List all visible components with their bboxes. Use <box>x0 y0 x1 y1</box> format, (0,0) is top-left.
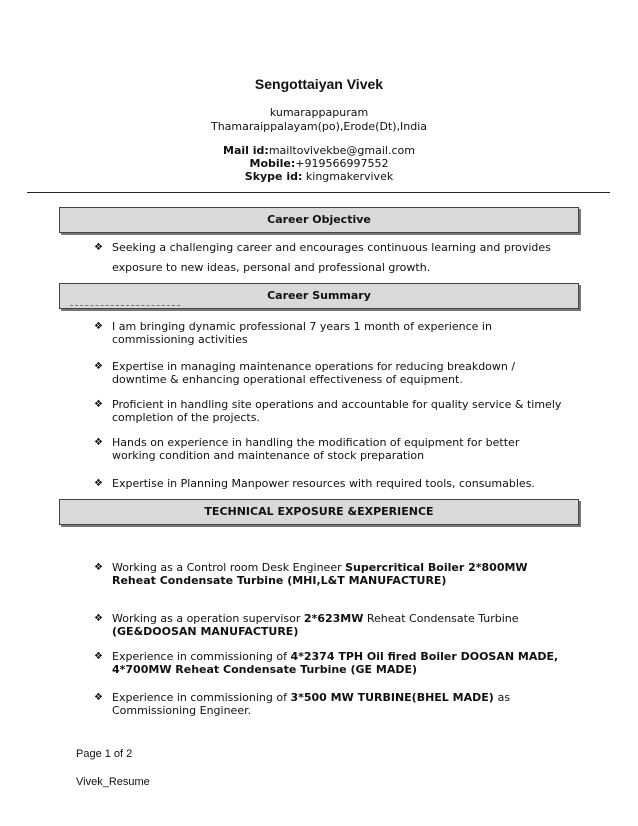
technical-item-2-mid: Reheat Condensate Turbine <box>363 612 519 625</box>
objective-line-1: Seeking a challenging career and encourages continuous learning and provides <box>112 241 551 254</box>
objective-bullet <box>94 241 564 274</box>
career-summary-heading <box>59 283 579 309</box>
mobile-label: Mobile: <box>249 157 296 170</box>
page-number: Page 1 of 2 <box>76 748 133 760</box>
summary-item-5: Expertise in Planning Manpower resources with required tools, consumables. <box>112 477 535 490</box>
technical-item-2 <box>112 612 564 638</box>
skype-label: Skype id: <box>244 170 303 183</box>
header-divider <box>27 192 610 193</box>
objective-line-2: exposure to new ideas, personal and professional growth. <box>112 261 431 274</box>
technical-bullet <box>94 691 564 717</box>
bullet-icon: ❖ <box>94 399 103 410</box>
skype-line <box>0 170 638 183</box>
summary-bullet <box>94 320 564 346</box>
technical-item-3 <box>112 650 564 676</box>
technical-item-4-bold: 3*500 MW TURBINE(BHEL MADE) <box>290 691 498 704</box>
career-summary-title: Career Summary <box>267 289 371 302</box>
mail-label: Mail id: <box>223 144 269 157</box>
summary-item-1: I am bringing dynamic professional 7 years 1 month of experience in commissioning activities <box>112 320 492 346</box>
technical-item-1 <box>112 561 564 587</box>
summary-bullet <box>94 477 564 490</box>
technical-item-2-bold-2: (GE&DOOSAN MANUFACTURE) <box>112 625 299 638</box>
technical-item-4-text: Experience in commissioning of <box>112 691 291 704</box>
summary-bullet <box>94 398 564 424</box>
heading-artifact-line <box>70 305 180 306</box>
technical-item-3-text: Experience in commissioning of <box>112 650 291 663</box>
technical-item-1-bold: Supercritical Boiler 2*800MW Reheat Condensate Turbine (MHI,L&T MANUFACTURE) <box>112 561 528 587</box>
bullet-icon: ❖ <box>94 613 103 624</box>
candidate-name: Sengottaiyan Vivek <box>254 76 384 92</box>
bullet-icon: ❖ <box>94 692 103 703</box>
bullet-icon: ❖ <box>94 651 103 662</box>
technical-item-3-bold: 4*2374 TPH Oil fired Boiler DOOSAN MADE, 4*700MW Reheat Condensate Turbine (GE MADE) <box>112 650 559 676</box>
bullet-icon: ❖ <box>94 562 103 573</box>
technical-bullet <box>94 561 564 587</box>
address-line-1: kumarappapuram <box>269 106 369 119</box>
summary-bullet <box>94 436 564 462</box>
mail-value: mailtovivekbe@gmail.com <box>268 144 415 157</box>
document-name: Vivek_Resume <box>76 776 150 788</box>
career-objective-heading: Career Objective <box>59 207 579 233</box>
bullet-icon: ❖ <box>94 437 103 448</box>
technical-heading: TECHNICAL EXPOSURE &EXPERIENCE <box>59 499 579 525</box>
technical-item-4 <box>112 691 564 717</box>
mobile-line <box>0 157 638 170</box>
bullet-icon: ❖ <box>94 478 103 489</box>
address-line-2: Thamaraippalayam(po),Erode(Dt),India <box>210 120 428 133</box>
bullet-icon: ❖ <box>94 242 103 253</box>
technical-item-2-text: Working as a operation supervisor <box>112 612 304 625</box>
technical-item-2-bold-1: 2*623MW <box>303 612 364 625</box>
bullet-icon: ❖ <box>94 321 103 332</box>
mail-line <box>0 144 638 157</box>
technical-bullet <box>94 612 564 638</box>
summary-item-3: Proficient in handling site operations and accountable for quality service & timely completion of the projects. <box>112 398 562 424</box>
technical-bullet <box>94 650 564 676</box>
summary-item-4: Hands on experience in handling the modification of equipment for better working condition and maintenance of stock preparation <box>112 436 520 462</box>
summary-item-2: Expertise in managing maintenance operations for reducing breakdown / downtime & enhancing operational effectiveness of equipment. <box>112 360 516 386</box>
skype-value: kingmakervivek <box>302 170 394 183</box>
mobile-value: +919566997552 <box>295 157 389 170</box>
bullet-icon: ❖ <box>94 361 103 372</box>
technical-item-1-text: Working as a Control room Desk Engineer <box>112 561 346 574</box>
technical-item-4-post: as Commissioning Engineer. <box>112 691 511 717</box>
summary-bullet <box>94 360 564 386</box>
